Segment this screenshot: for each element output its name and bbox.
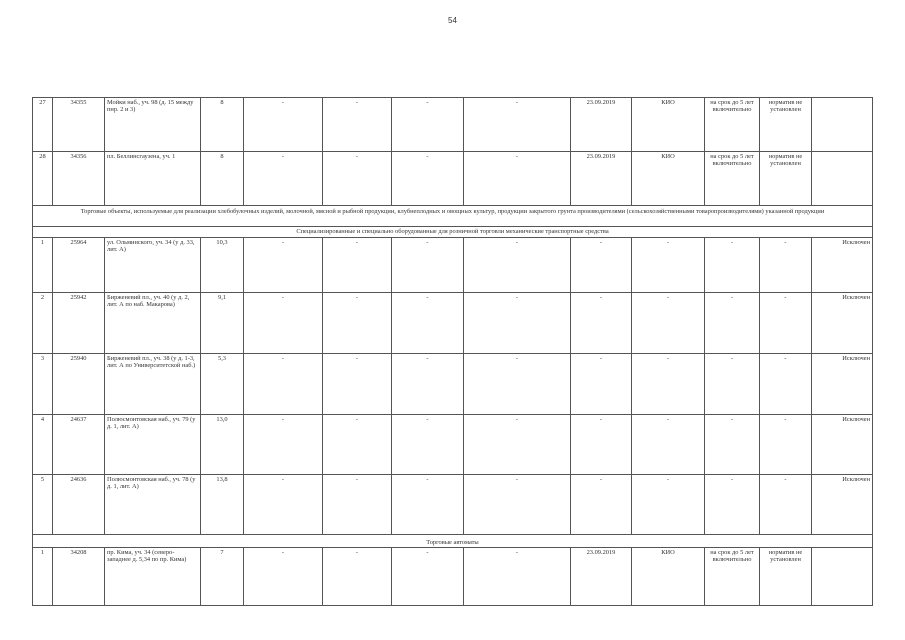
note-cell: [812, 548, 873, 606]
address-cell: Бирженевий пл., уч. 40 (у д. 2, лит. А по наб. Макарова): [105, 293, 201, 354]
table-row: [33, 415, 873, 475]
term-cell: на срок до 5 лет включительно: [705, 98, 760, 152]
field-8-cell: -: [464, 293, 571, 354]
agency-cell: -: [632, 293, 705, 354]
field-7-cell: -: [392, 354, 464, 415]
date-cell: -: [571, 415, 632, 475]
object-id-cell: 25940: [53, 354, 105, 415]
field-6-cell: -: [323, 548, 392, 606]
term-cell: -: [705, 354, 760, 415]
norm-cell: -: [760, 354, 812, 415]
field-7-cell: -: [392, 152, 464, 206]
note-cell: [812, 98, 873, 152]
registry-table: [32, 97, 873, 606]
address-cell: пр. Кима, уч. 34 (северо-западнее д. 5,34 по пр. Кима): [105, 548, 201, 606]
date-cell: 23.09.2019: [571, 152, 632, 206]
term-cell: -: [705, 415, 760, 475]
area-cell: 10,3: [201, 238, 244, 293]
object-id-cell: 24636: [53, 475, 105, 535]
table-row: [33, 354, 873, 415]
note-cell: Исключен: [812, 354, 873, 415]
note-cell: Исключен: [812, 293, 873, 354]
table-row: [33, 293, 873, 354]
note-cell: Исключен: [812, 238, 873, 293]
field-5-cell: -: [244, 98, 323, 152]
field-5-cell: -: [244, 415, 323, 475]
field-8-cell: -: [464, 415, 571, 475]
address-cell: Мойки наб., уч. 98 (д. 15 между пнр. 2 и 3): [105, 98, 201, 152]
address-cell: Полюсмонтовская наб., уч. 79 (у д. 1, лит. А): [105, 415, 201, 475]
row-number-cell: 28: [33, 152, 53, 206]
field-5-cell: -: [244, 238, 323, 293]
norm-cell: -: [760, 475, 812, 535]
date-cell: 23.09.2019: [571, 98, 632, 152]
object-id-cell: 34355: [53, 98, 105, 152]
term-cell: -: [705, 238, 760, 293]
field-6-cell: -: [323, 152, 392, 206]
norm-cell: норматив не установлен: [760, 548, 812, 606]
field-8-cell: -: [464, 548, 571, 606]
address-cell: ул. Ольминского, уч. 34 (у д. 33, лит. А): [105, 238, 201, 293]
section-title: Торговые автоматы: [33, 535, 873, 548]
agency-cell: -: [632, 238, 705, 293]
field-7-cell: -: [392, 238, 464, 293]
term-cell: -: [705, 293, 760, 354]
section-header-vending: [33, 535, 873, 548]
row-number-cell: 2: [33, 293, 53, 354]
field-8-cell: -: [464, 152, 571, 206]
row-number-cell: 1: [33, 238, 53, 293]
table-row: [33, 548, 873, 606]
section-header-vehicles: [33, 227, 873, 238]
object-id-cell: 34208: [53, 548, 105, 606]
agency-cell: КИО: [632, 152, 705, 206]
row-number-cell: 5: [33, 475, 53, 535]
field-6-cell: -: [323, 415, 392, 475]
object-id-cell: 25942: [53, 293, 105, 354]
area-cell: 13,0: [201, 415, 244, 475]
field-6-cell: -: [323, 354, 392, 415]
area-cell: 7: [201, 548, 244, 606]
row-number-cell: 4: [33, 415, 53, 475]
table-row: [33, 152, 873, 206]
note-cell: [812, 152, 873, 206]
norm-cell: норматив не установлен: [760, 152, 812, 206]
area-cell: 8: [201, 152, 244, 206]
field-5-cell: -: [244, 354, 323, 415]
address-cell: пл. Беллинсгаузена, уч. 1: [105, 152, 201, 206]
agency-cell: -: [632, 475, 705, 535]
agency-cell: КИО: [632, 98, 705, 152]
object-id-cell: 24637: [53, 415, 105, 475]
field-7-cell: -: [392, 415, 464, 475]
note-cell: Исключен: [812, 415, 873, 475]
field-8-cell: -: [464, 475, 571, 535]
row-number-cell: 1: [33, 548, 53, 606]
field-6-cell: -: [323, 98, 392, 152]
date-cell: -: [571, 238, 632, 293]
agency-cell: -: [632, 415, 705, 475]
field-5-cell: -: [244, 475, 323, 535]
term-cell: на срок до 5 лет включительно: [705, 152, 760, 206]
field-5-cell: -: [244, 152, 323, 206]
note-cell: Исключен: [812, 475, 873, 535]
row-number-cell: 3: [33, 354, 53, 415]
field-5-cell: -: [244, 548, 323, 606]
area-cell: 8: [201, 98, 244, 152]
area-cell: 5,3: [201, 354, 244, 415]
area-cell: 13,8: [201, 475, 244, 535]
norm-cell: -: [760, 415, 812, 475]
object-id-cell: 34356: [53, 152, 105, 206]
agency-cell: -: [632, 354, 705, 415]
table-row: [33, 475, 873, 535]
term-cell: -: [705, 475, 760, 535]
area-cell: 9,1: [201, 293, 244, 354]
field-5-cell: -: [244, 293, 323, 354]
field-7-cell: -: [392, 475, 464, 535]
norm-cell: норматив не установлен: [760, 98, 812, 152]
object-id-cell: 25964: [53, 238, 105, 293]
field-8-cell: -: [464, 354, 571, 415]
field-7-cell: -: [392, 98, 464, 152]
section-header-trade-objects: [33, 206, 873, 227]
agency-cell: КИО: [632, 548, 705, 606]
address-cell: Полюсмонтовская наб., уч. 78 (у д. 1, лит. А): [105, 475, 201, 535]
field-6-cell: -: [323, 238, 392, 293]
field-6-cell: -: [323, 293, 392, 354]
section-title: Специализированные и специально оборудованные для розничной торговли механические транспортные средства: [33, 227, 873, 238]
norm-cell: -: [760, 293, 812, 354]
field-7-cell: -: [392, 548, 464, 606]
address-cell: Бирженевий пл., уч. 38 (у д. 1-3, лит. А по Университетской наб.): [105, 354, 201, 415]
date-cell: -: [571, 354, 632, 415]
norm-cell: -: [760, 238, 812, 293]
date-cell: 23.09.2019: [571, 548, 632, 606]
date-cell: -: [571, 475, 632, 535]
section-title: Торговые объекты, используемые для реализации хлебобулочных изделий, молочной, мясной и рыбной продукции, клубнеплодных и овощных культур, продукции закрытого грунта производителями (сельскохозяйственными товаропроизводителями) указанной продукции: [33, 206, 873, 227]
field-7-cell: -: [392, 293, 464, 354]
field-8-cell: -: [464, 238, 571, 293]
term-cell: на срок до 5 лет включительно: [705, 548, 760, 606]
table-row: [33, 98, 873, 152]
row-number-cell: 27: [33, 98, 53, 152]
field-6-cell: -: [323, 475, 392, 535]
table-row: [33, 238, 873, 293]
page-number: 54: [448, 16, 457, 25]
date-cell: -: [571, 293, 632, 354]
field-8-cell: -: [464, 98, 571, 152]
